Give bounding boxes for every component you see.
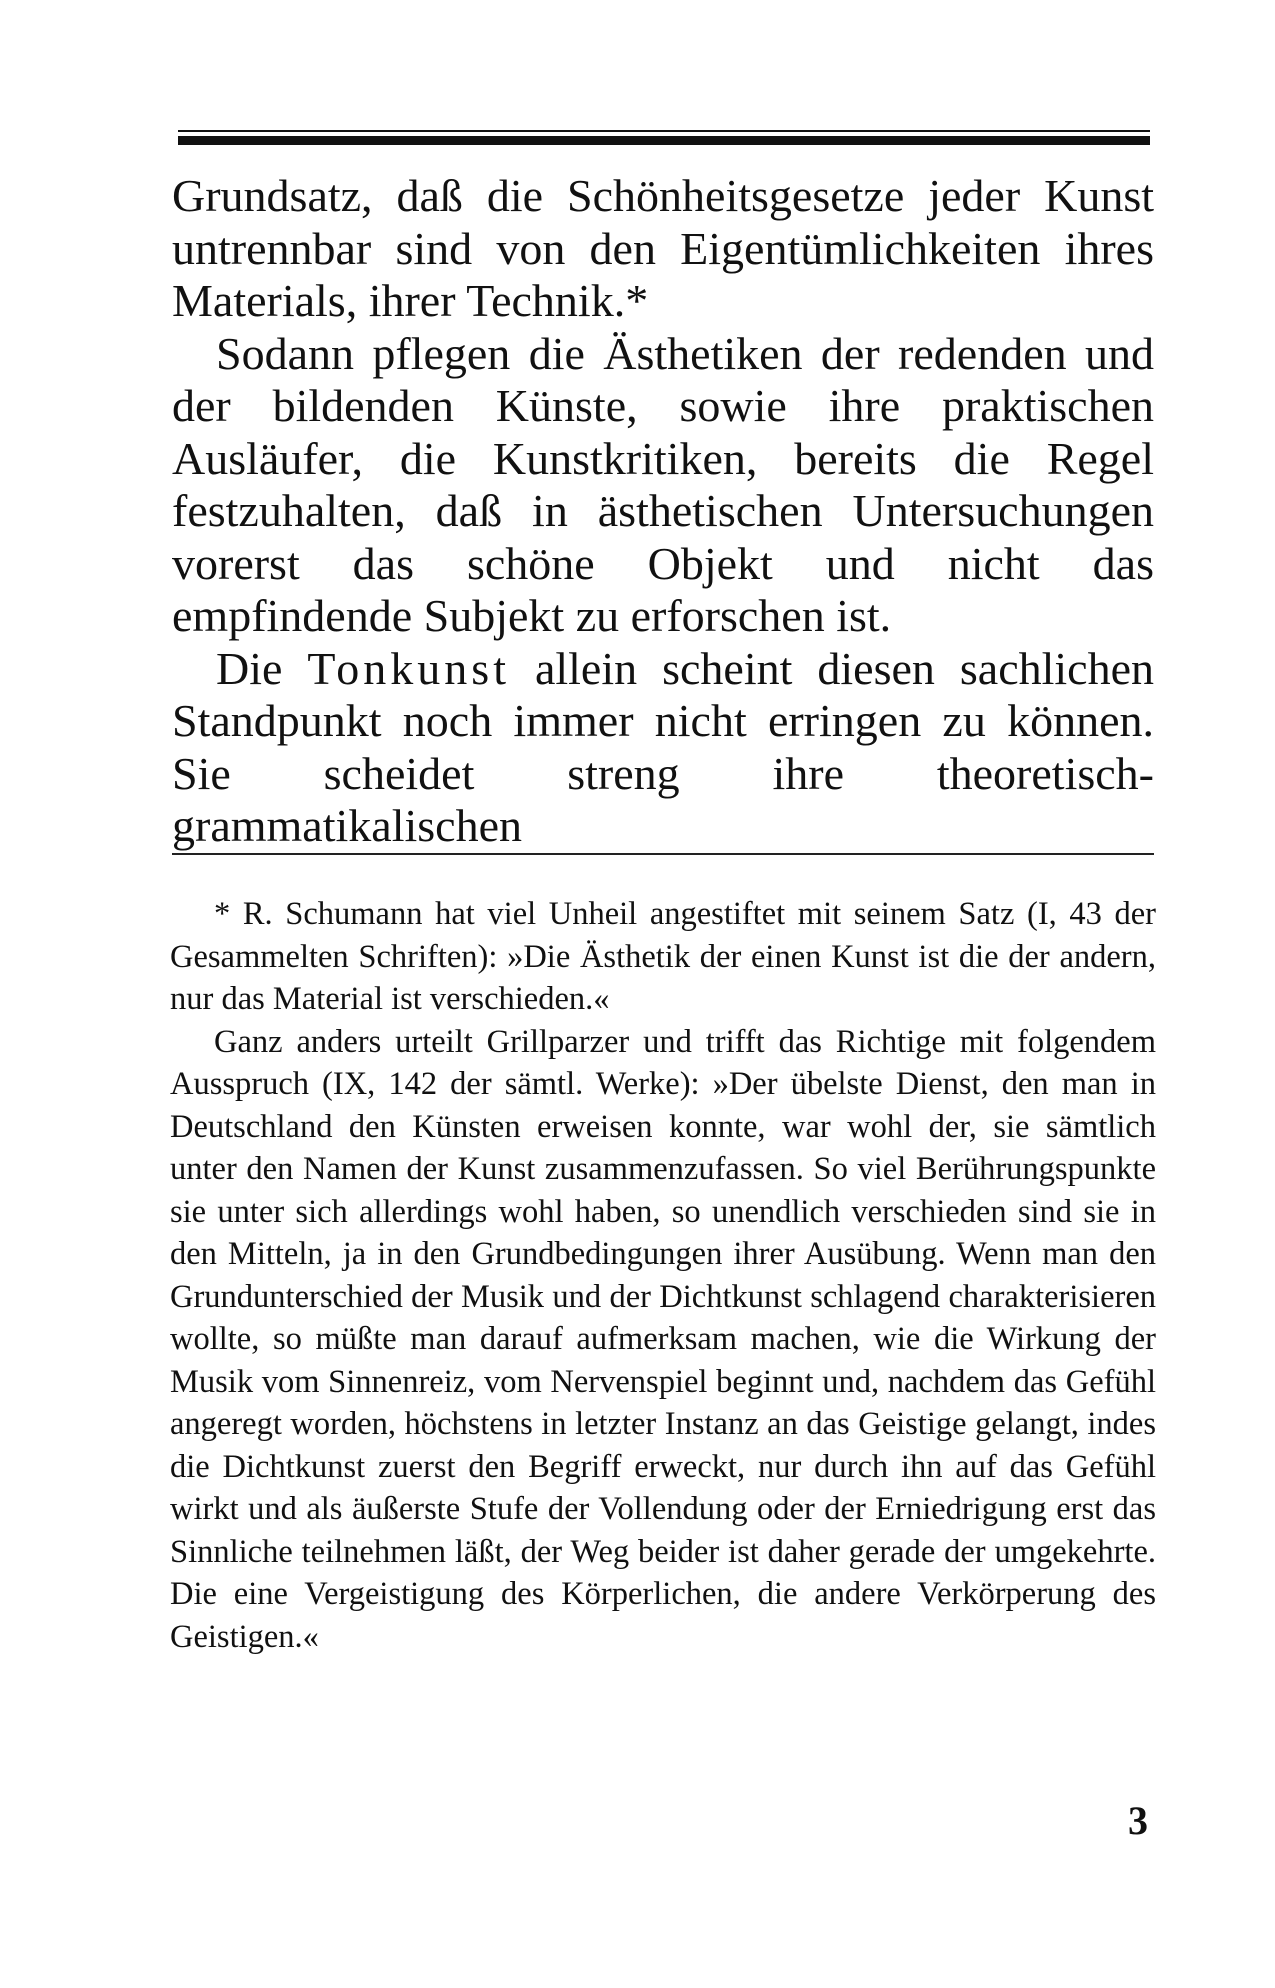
header-rule [178,136,1150,145]
emphasized-term: Tonkunst [307,642,510,694]
main-paragraph-2: Sodann pflegen die Ästhetiken der redenden und der bildenden Künste, sowie ihre praktischen Ausläufer, die Kunstkritiken, bereits die Regel festzuhalten, daß in ästhetischen Untersuchungen vorerst das schöne Objekt und nicht das empfindende Subjekt zu erforschen ist. [172,327,1154,641]
footnote [170,893,1156,1658]
paragraph-3-start: Die [216,642,308,694]
main-paragraph-1: Grundsatz, daß die Schönheitsgesetze jeder Kunst untrennbar sind von den Eigentümlichkeiten ihres Materials, ihrer Technik.* [172,170,1154,326]
footnote-paragraph-1: * R. Schumann hat viel Unheil angestiftet mit seinem Satz (I, 43 der Gesammelten Schriften): »Die Ästhetik der einen Kunst ist die der andern, nur das Material ist verschieden.« [170,896,1156,1017]
main-text [172,170,1154,853]
paragraph-3-rest: allein scheint diesen sachlichen Standpunkt noch immer nicht erringen zu können. Sie scheidet streng ihre theoretisch-grammatikalischen [172,642,1155,851]
page-number: 3 [1128,1798,1148,1843]
footnote-divider [172,853,1154,855]
header-rule-thin [178,130,1150,132]
footnote-paragraph-2: Ganz anders urteilt Grillparzer und trifft das Richtige mit folgendem Ausspruch (IX, 142 der sämtl. Werke): »Der übelste Dienst, den man in Deutschland den Künsten erweisen konnte, war wohl der, sie sämtlich unter den Namen der Kunst zusammenzufassen. So viel Berührungspunkte sie unter sich allerdings wohl haben, so unendlich verschieden sind sie in den Mitteln, ja in den Grundbedingungen ihrer Ausübung. Wenn man den Grundunterschied der Musik und der Dichtkunst schlagend charakterisieren wollte, so müßte man darauf aufmerksam machen, wie die Wirkung der Musik vom Sinnenreiz, vom Nervenspiel beginnt und, nachdem das Gefühl angeregt worden, höchstens in letzter Instanz an das Geistige gelangt, indes die Dichtkunst zuerst den Begriff erweckt, nur durch ihn auf das Gefühl wirkt und als äußerste Stufe der Vollendung oder der Erniedrigung erst das Sinnliche teilnehmen läßt, der Weg beider ist daher gerade der umgekehrte. Die eine Vergeistigung des Körperlichen, die andere Verkörperung des Geistigen.« [170,1023,1156,1655]
main-paragraph-3 [172,643,1154,853]
